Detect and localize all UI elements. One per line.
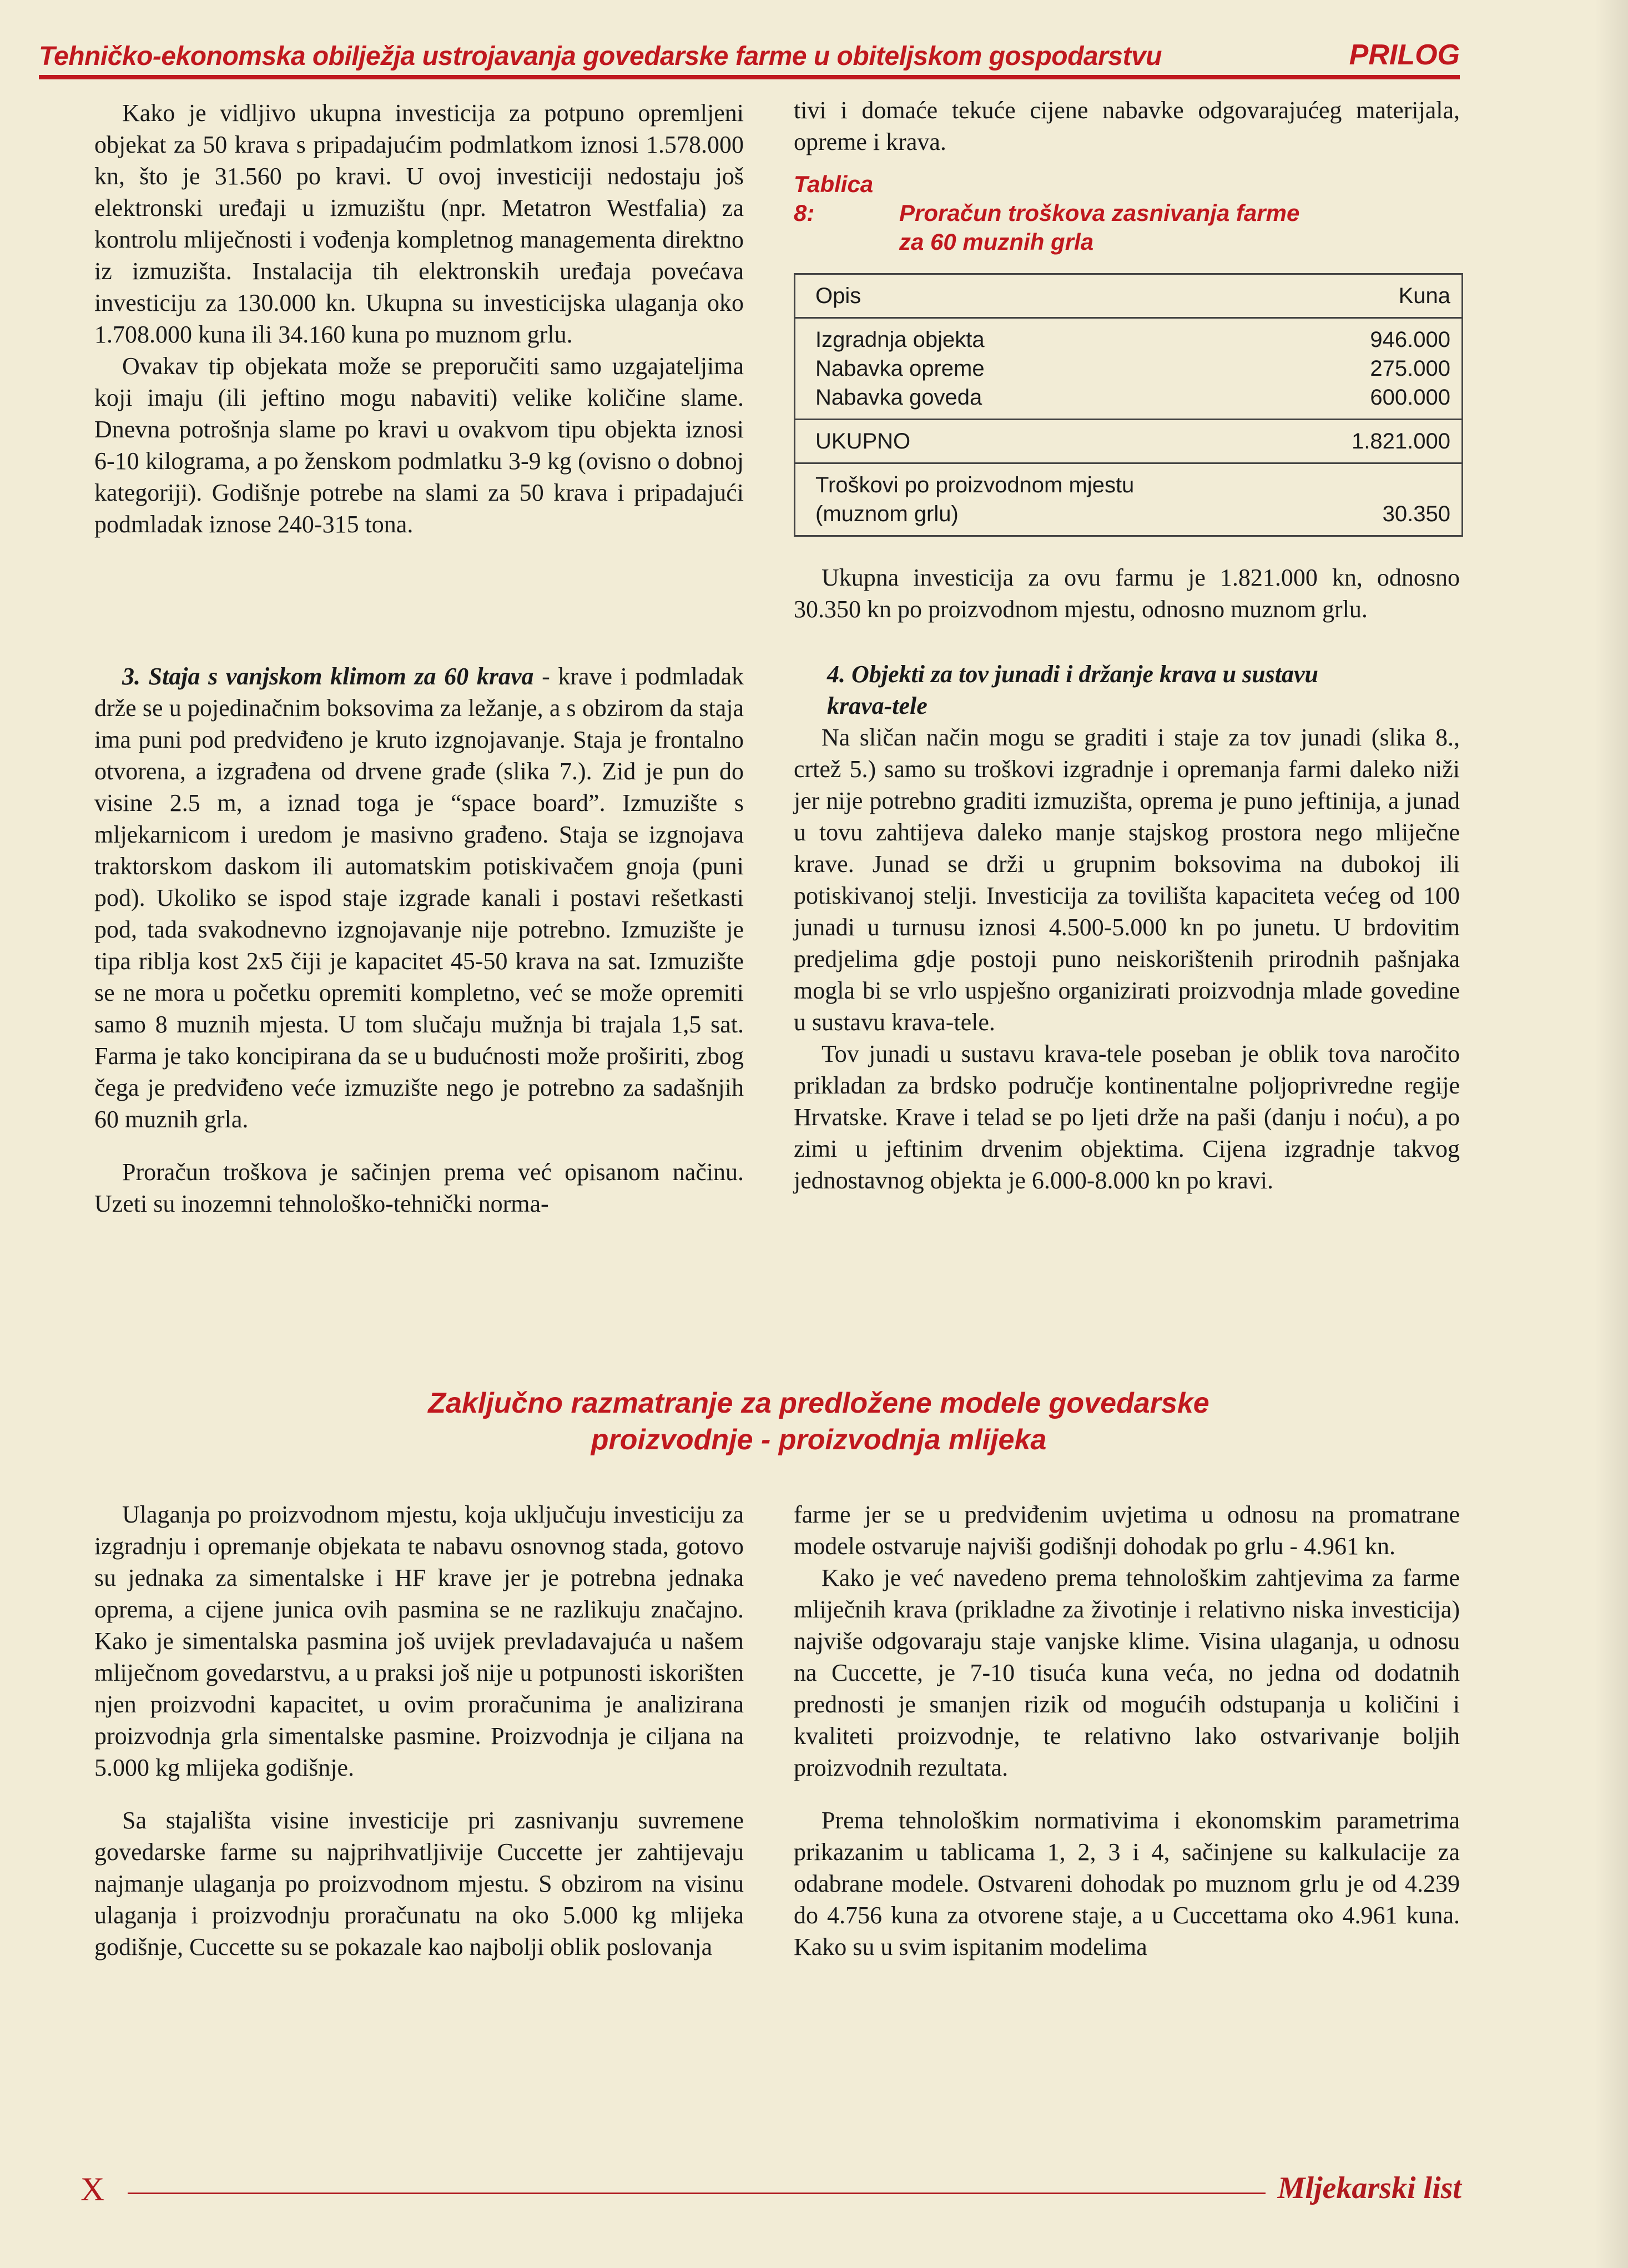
paragraph-text: - krave i podmladak drže se u pojedinačnim boksovima za ležanje, a s obzirom da staja ima puni pod predviđeno je kruto izgnojavanje. Staja je frontalno otvorena, a izgrađena od drvene građe (slika 7.). Zid je pun do visine 2.5 m, a iznad toga je “space board”. Izmuzište s mljekarnicom i uredom je masivno građeno. Staja se izgnojava traktorskom daskom ili automatskim potiskivačem gnoja (puni pod). Ukoliko se ispod staje izgrade kanali i postavi rešetkasti pod, tada svakodnevno izgnojavanje nije potrebno. Izmuzište je tipa riblja kost 2x5 čiji je kapacitet 45-50 krava na sat. Izmuzište se ne mora u početku opremiti kompletno, već se može opremiti samo 8 muznih mjesta. U tom slučaju mužnja bi trajala 1,5 sat. Farma je tako koncipirana da se u budućnosti može proširiti, zbog čega je predviđeno veće izmuzište nego je potrebno za sadašnjih 60 muznih grla. [94, 663, 744, 1133]
table-caption-line2: za 60 muznih grla [899, 229, 1094, 255]
paragraph [94, 661, 744, 1135]
column-header-kuna: Kuna [1398, 284, 1450, 308]
paragraph: Kako je već navedeno prema tehnološkim zahtjevima za farme mliječnih krava (prikladne za životinje i relativno niska investicija) najviše odgovaraju staje vanjske klime. Visina ulaganja, u odnosu na Cuccette, je 7-10 tisuća kuna veća, no jedna od dodatnih prednosti je smanjen rizik od mogućih odstupanja u količini i kvaliteti proizvodnje, te relativno lako ostvarivanje boljih proizvodnih rezultata. [794, 1564, 1460, 1781]
journal-name: Mljekarski list [1277, 2171, 1461, 2205]
paragraph: Tov junadi u sustavu krava-tele poseban je oblik tova naročito prikladan za brdsko područje kontinentalne poljoprivredne regije Hrvatske. Krave i telad se po ljeti drže na paši (danju i noću), a po zimi u jeftinim drvenim objektima. Cijena izgradnje takvog jednostavnog objekta je 6.000-8.000 kn po kravi. [794, 1040, 1460, 1194]
section-heading-4-line1: 4. Objekti za tov junadi i držanje krava u sustavu [827, 661, 1319, 688]
table-header-row [795, 275, 1461, 317]
paragraph: Ovakav tip objekata može se preporučiti samo uzgajateljima koji imaju (ili jeftino mogu nabaviti) velike količine slame. Dnevna potrošnja slame po kravi u ovakvom tipu objekta iznosi 6-10 kilograma, a po ženskom podmlatku 3-9 kg (ovisno o dobnoj kategoriji). Godišnje potrebe na slami za 50 krava i pripadajući podmladak iznose 240-315 tona. [94, 352, 744, 538]
right-column-bottom [794, 1499, 1460, 1963]
cost-table [794, 273, 1463, 537]
row-label: Nabavka goveda [815, 385, 982, 410]
header-section-label: PRILOG [1333, 38, 1460, 75]
section-title-line2: proizvodnje - proizvodnja mlijeka [591, 1424, 1047, 1456]
per-place-value: 30.350 [1382, 502, 1450, 526]
table-caption-line1: Proračun troškova zasnivanja farme [899, 200, 1300, 226]
paragraph: Prema tehnološkim normativima i ekonomskim parametrima prikazanim u tablicama 1, 2, 3 i 4, sačinjene su kalkulacije za odabrane modele. Ostvareni dohodak po muznom grlu je od 4.239 do 4.756 kuna za otvorene staje, a u Cuccettama oko 4.961 kuna. Kako su u svim ispitanim modelima [794, 1807, 1460, 1960]
section-heading-4 [794, 658, 1460, 722]
paragraph: Sa stajališta visine investicije pri zasnivanju suvremene govedarske farme su najprihvatljivije Cuccette jer zahtijevaju najmanje ulaganja po proizvodnom mjestu. S obzirom na visinu ulaganja i proizvodnju proračunatu na oko 5.000 kg mlijeka godišnje, Cuccette su se pokazale kao najbolji oblik poslovanja [94, 1807, 744, 1960]
table-total-row [795, 419, 1461, 462]
running-header [39, 22, 1460, 79]
row-value: 275.000 [1370, 356, 1450, 381]
per-place-label [815, 471, 1237, 528]
column-header-description: Opis [815, 284, 861, 308]
table-row [795, 325, 1461, 354]
per-place-label-line2: (muznom grlu) [815, 502, 959, 526]
table-row [795, 383, 1461, 412]
paragraph: Proračun troškova je sačinjen prema već opisanom načinu. Uzeti su inozemni tehnološko-tehnički norma- [94, 1158, 744, 1217]
table-caption-number: Tablica 8: [794, 171, 874, 226]
total-label: UKUPNO [815, 429, 911, 453]
table-per-place-row [795, 462, 1461, 535]
left-column-middle [94, 661, 744, 1219]
section-title-line1: Zaključno razmatranje za predložene modele govedarske [428, 1387, 1209, 1419]
section-heading-3: 3. Staja s vanjskom klimom za 60 krava [122, 663, 534, 690]
left-column-bottom [94, 1499, 744, 1963]
table-caption [794, 170, 1460, 256]
right-column-top [794, 94, 1460, 1196]
table-row [795, 354, 1461, 383]
section-heading-4-line2: krava-tele [827, 692, 928, 719]
left-column-top [94, 97, 744, 540]
footer-rule [128, 2193, 1266, 2194]
page-edge-shadow [1595, 0, 1628, 2268]
page-number: X [80, 2171, 105, 2207]
row-value: 946.000 [1370, 327, 1450, 352]
total-value: 1.821.000 [1352, 429, 1450, 453]
paragraph: farme jer se u predviđenim uvjetima u odnosu na promatrane modele ostvaruje najviši godišnji dohodak po grlu - 4.961 kn. [794, 1501, 1460, 1560]
paragraph: tivi i domaće tekuće cijene nabavke odgovarajućeg materijala, opreme i krava. [794, 97, 1460, 155]
section-title [222, 1385, 1415, 1458]
row-label: Izgradnja objekta [815, 327, 985, 352]
paragraph: Na sličan način mogu se graditi i staje za tov junadi (slika 8., crtež 5.) samo su troškovi izgradnje i opremanja farmi daleko niži jer nije potrebno graditi izmuzišta, oprema je puno jeftinija, a junad u tovu zahtijeva daleko manje stajskog prostora nego mliječne krave. Junad se drži u grupnim boksovima na dubokoj ili potiskivanoj stelji. Investicija za tovilišta kapaciteta većeg od 100 junadi u turnusu iznosi 4.500-5.000 kn po junetu. U brdovitim predjelima gdje postoji puno neiskorištenih prirodnih pašnjaka mogla bi se vrlo uspješno organizirati proizvodnja mlade govedine u sustavu krava-tele. [794, 724, 1460, 1036]
row-label: Nabavka opreme [815, 356, 985, 381]
per-place-label-line1: Troškovi po proizvodnom mjestu [815, 473, 1135, 497]
header-title: Tehničko-ekonomska obilježja ustrojavanja govedarske farme u obiteljskom gospodarstvu [39, 42, 1162, 71]
row-value: 600.000 [1370, 385, 1450, 410]
paragraph: Kako je vidljivo ukupna investicija za potpuno opremljeni objekat za 50 krava s pripadajućim podmlatkom iznosi 1.578.000 kn, što je 31.560 po kravi. U ovoj investiciji nedostaju još elektronski uređaji u izmuzištu (npr. Metatron Westfalia) za kontrolu mliječnosti i vođenja kompletnog managementa direktno iz izmuzišta. Instalacija tih elektronskih uređaja povećava investiciju za 130.000 kn. Ukupna su investicijska ulaganja oko 1.708.000 kuna ili 34.160 kuna po muznom grlu. [94, 99, 744, 348]
paragraph: Ulaganja po proizvodnom mjestu, koja uključuju investiciju za izgradnju i opremanje objekata te nabavu osnovnog stada, gotovo su jednaka za simentalske i HF krave jer je potrebna jednaka oprema, a cijene junica ovih pasmina se ne razlikuju značajno. Kako je simentalska pasmina još uvijek prevladavajuća u našem mliječnom govedarstvu, a u praksi još nije u potpunosti iskorišten njen proizvodni kapacitet, u ovim proračunima je analizirana proizvodnja grla simentalske pasmine. Proizvodnja je ciljana na 5.000 kg mlijeka godišnje. [94, 1501, 744, 1781]
paragraph: Ukupna investicija za ovu farmu je 1.821.000 kn, odnosno 30.350 kn po proizvodnom mjestu, odnosno muznom grlu. [794, 564, 1460, 623]
table-body [795, 317, 1461, 419]
